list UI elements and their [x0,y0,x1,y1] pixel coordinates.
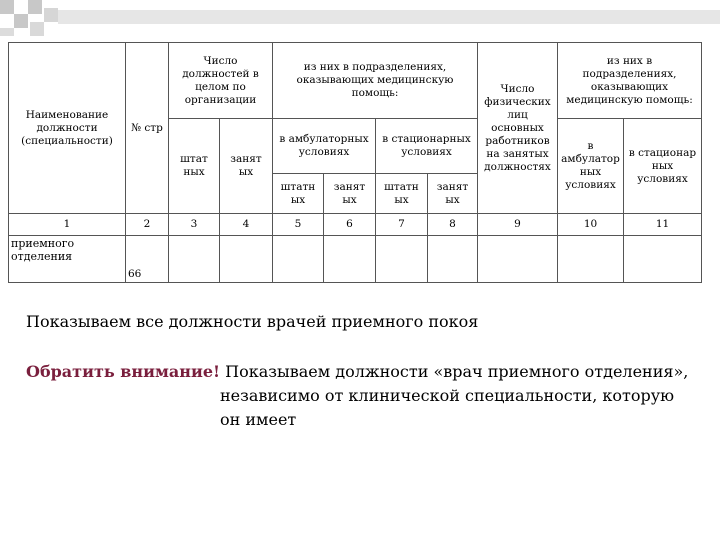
header-posts-staff: штат ных [169,119,220,214]
table-row [9,236,702,283]
header-persons-ambulatory: в амбулатор ных условиях [558,119,624,214]
empty-cell [558,236,624,283]
header-persons-inpatient: в стационар ных условиях [624,119,702,214]
column-number: 3 [169,214,220,236]
empty-cell [376,236,428,283]
column-numbers-row [9,214,702,236]
column-number: 4 [220,214,273,236]
column-number: 11 [624,214,702,236]
header-inp-staff: штатн ых [376,174,428,214]
header-persons-med-units: из них в подразделениях, оказывающих медицинскую помощь: [558,43,702,119]
header-amb-occupied: занят ых [324,174,376,214]
column-number: 5 [273,214,324,236]
header-name: Наименование должности (специальности) [9,43,126,214]
attention-label: Обратить внимание! [26,362,221,381]
empty-cell [324,236,376,283]
header-line-number: № стр [126,43,169,214]
empty-cell [428,236,478,283]
header-amb-staff: штатн ых [273,174,324,214]
note-line-2 [26,360,688,384]
note-line-2-text: Показываем должности «врач приемного отделения», [225,362,689,381]
header-inp-occupied: занят ых [428,174,478,214]
empty-cell [169,236,220,283]
header-decoration [0,0,720,40]
header-posts-med-units: из них в подразделениях, оказывающих медицинскую помощь: [273,43,478,119]
note-line-4: он имеет [220,410,297,429]
note-line-3: независимо от клинической специальности, которую [220,386,675,405]
empty-cell [220,236,273,283]
report-table [8,42,702,283]
note-line-1: Показываем все должности врачей приемного покоя [26,312,479,331]
row-position-name: приемного отделения [9,236,126,283]
header-posts-total: Число должностей в целом по организации [169,43,273,119]
empty-cell [273,236,324,283]
header-posts-occupied: занят ых [220,119,273,214]
column-number: 9 [478,214,558,236]
column-number: 8 [428,214,478,236]
column-number: 2 [126,214,169,236]
column-number: 7 [376,214,428,236]
empty-cell [478,236,558,283]
column-number: 10 [558,214,624,236]
row-line-number: 66 [126,236,169,283]
column-number: 6 [324,214,376,236]
empty-cell [624,236,702,283]
header-ambulatory: в амбулаторных условиях [273,119,376,174]
header-inpatient: в стационарных условиях [376,119,478,174]
header-persons: Число физических лиц основных работников на занятых должностях [478,43,558,214]
column-number: 1 [9,214,126,236]
